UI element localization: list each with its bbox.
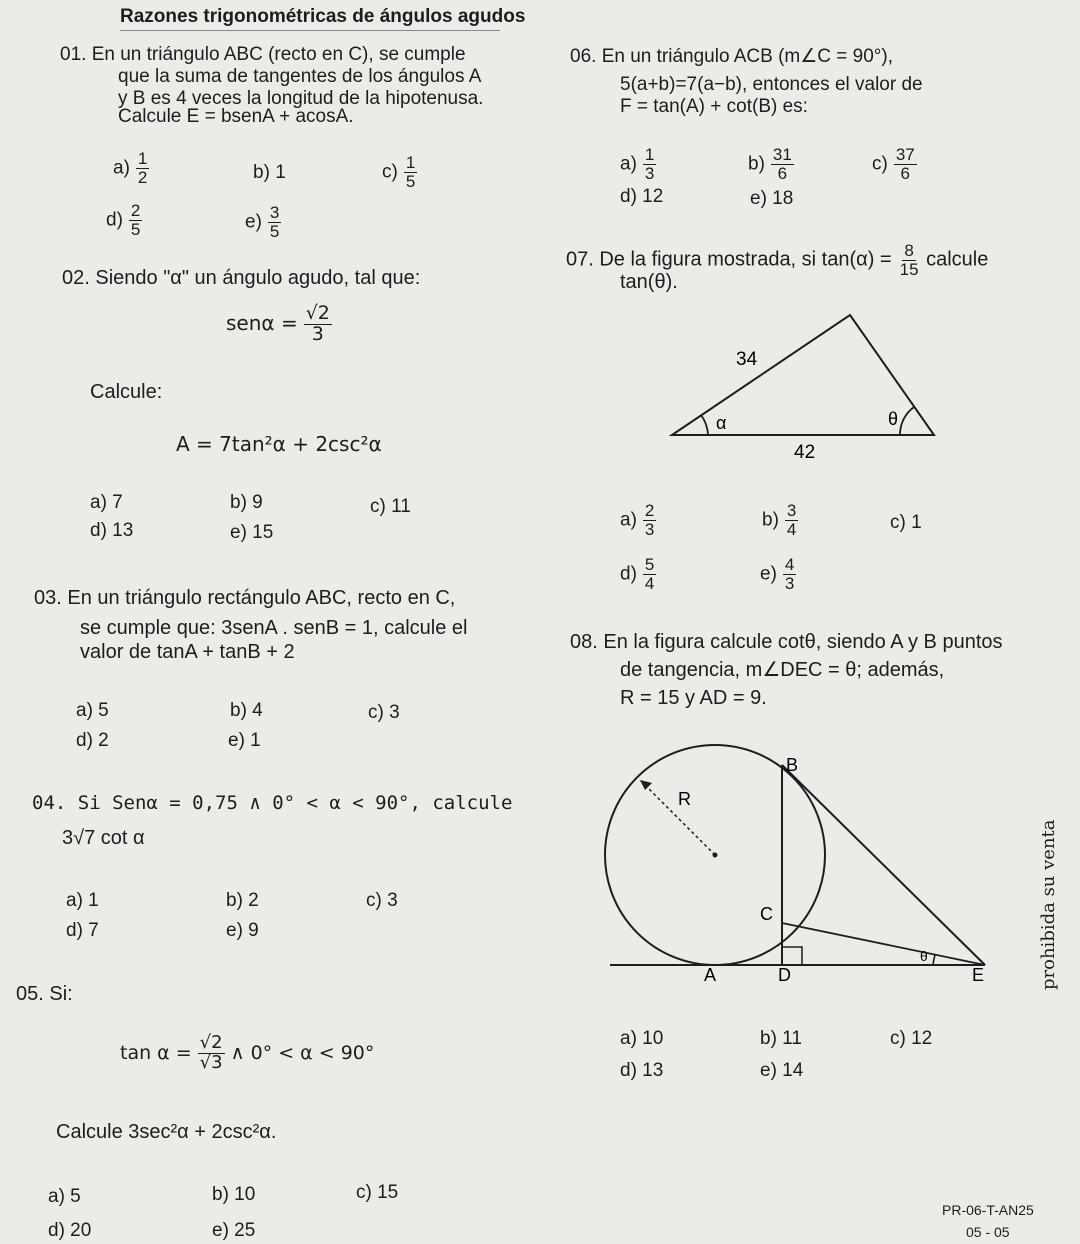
q6-option-c <box>872 146 917 183</box>
alpha-label: α <box>716 413 727 433</box>
q5-option-a: a) 5 <box>48 1186 81 1207</box>
circle-center-dot <box>713 853 718 858</box>
option-label: c) <box>872 153 888 175</box>
q6-line-2: 5(a+b)=7(a−b), entonces el valor de <box>620 74 923 95</box>
q1-option-e <box>245 204 281 241</box>
q5-option-b: b) 10 <box>212 1184 256 1205</box>
fraction-numerator: 3 <box>786 501 797 520</box>
q2-option-e: e) 15 <box>230 522 274 543</box>
option-label: d) <box>106 209 123 231</box>
side-notice: prohibida su venta <box>1038 819 1059 990</box>
fraction-numerator: 3 <box>269 203 280 222</box>
q6-line-3: F = tan(A) + cot(B) es: <box>620 96 808 117</box>
q7-option-d <box>620 556 656 593</box>
q4-option-e: e) 9 <box>226 920 259 941</box>
alpha-angle-arc <box>701 415 708 435</box>
fraction-denominator: 15 <box>899 259 919 279</box>
q3-option-b: b) 4 <box>230 700 263 721</box>
fraction-numerator: √2 <box>199 1032 223 1053</box>
q2-option-c: c) 11 <box>370 496 411 517</box>
q2-line-1: 02. Siendo "α" un ángulo agudo, tal que: <box>62 267 421 289</box>
option-label: b) <box>253 162 270 183</box>
side-bottom-label: 42 <box>794 442 816 463</box>
q6-option-b <box>748 146 794 183</box>
q8-line-3: R = 15 y AD = 9. <box>620 687 767 709</box>
q8-tangent-figure <box>590 725 1010 990</box>
q1-line-1: 01. En un triángulo ABC (recto en C), se cumple <box>60 44 466 65</box>
fraction-denominator: 5 <box>130 219 141 239</box>
q7-option-b <box>762 502 798 539</box>
fraction-denominator: 2 <box>137 167 148 187</box>
fraction-denominator: 5 <box>405 171 416 191</box>
q3-line-1: 03. En un triángulo rectángulo ABC, recto en C, <box>34 587 456 609</box>
q5-given <box>120 1034 374 1073</box>
fraction-denominator: 4 <box>786 519 797 539</box>
q7-line-2: tan(θ). <box>620 271 678 293</box>
q3-option-e: e) 1 <box>228 730 261 751</box>
q5-option-e: e) 25 <box>212 1220 256 1241</box>
option-label: e) <box>760 563 777 585</box>
q8-option-c: c) 12 <box>890 1028 933 1049</box>
fraction-denominator: 6 <box>777 163 788 183</box>
q2-option-a: a) 7 <box>90 492 123 513</box>
q6-option-a <box>620 146 656 183</box>
option-label: e) <box>245 211 262 233</box>
q8-option-d: d) 13 <box>620 1060 664 1081</box>
option-label: b) <box>762 509 779 531</box>
right-angle-mark <box>782 947 802 965</box>
theta-label: θ <box>888 409 899 429</box>
q7-line-1-post: calcule <box>926 248 989 271</box>
q2-option-b: b) 9 <box>230 492 263 513</box>
fraction-numerator: 37 <box>895 145 915 164</box>
option-label: b) <box>748 153 765 175</box>
radius-R-label: R <box>678 789 691 809</box>
q7-option-e <box>760 556 796 593</box>
given-lhs: tan α = <box>120 1041 192 1064</box>
fraction-numerator: 4 <box>784 555 795 574</box>
fraction-denominator: 3 <box>644 163 655 183</box>
fraction-numerator: 1 <box>644 145 655 164</box>
tangent-line-BE <box>782 765 985 965</box>
q3-option-d: d) 2 <box>76 730 109 751</box>
fraction-numerator: √2 <box>305 302 330 324</box>
q3-option-c: c) 3 <box>368 702 400 723</box>
fraction-numerator: 1 <box>137 149 148 168</box>
q4-option-c: c) 3 <box>366 890 398 911</box>
q3-line-2: se cumple que: 3senA . senB = 1, calcule el <box>80 617 468 639</box>
q7-triangle-figure <box>660 305 960 465</box>
option-value: 1 <box>275 162 286 183</box>
q1-option-a <box>113 150 149 187</box>
option-label: a) <box>620 153 637 175</box>
segment-CE <box>782 923 985 965</box>
q5-option-c: c) 15 <box>356 1182 399 1203</box>
q6-line-1: 06. En un triángulo ACB (m∠C = 90°), <box>570 46 893 67</box>
theta-angle-arc <box>900 407 914 435</box>
footer-code: PR-06-T-AN25 <box>942 1202 1034 1218</box>
fraction-numerator: 1 <box>405 153 416 172</box>
q2-given <box>226 304 332 345</box>
point-D-label: D <box>778 965 791 985</box>
theta-label: θ <box>920 948 928 964</box>
radius-arrowhead <box>640 780 652 790</box>
q4-line-1: 04. Si Senα = 0,75 ∧ 0° < α < 90°, calcule <box>32 792 513 814</box>
q6-option-e: e) 18 <box>750 188 794 209</box>
fraction-denominator: 3 <box>644 519 655 539</box>
q1-line-4: Calcule E = bsenA + acosA. <box>118 106 354 127</box>
q8-line-2: de tangencia, m∠DEC = θ; además, <box>620 659 945 681</box>
q5-option-d: d) 20 <box>48 1220 92 1241</box>
fraction-denominator: 3 <box>784 573 795 593</box>
q4-option-d: d) 7 <box>66 920 99 941</box>
q5-line-1: 05. Si: <box>16 983 73 1005</box>
q1-line-2: que la suma de tangentes de los ángulos A <box>118 66 482 87</box>
q6-option-d: d) 12 <box>620 186 664 207</box>
fraction-numerator: 2 <box>130 201 141 220</box>
fraction-numerator: 31 <box>772 145 792 164</box>
footer-page: 05 - 05 <box>966 1224 1010 1240</box>
point-A-label: A <box>704 965 717 985</box>
fraction-denominator: 4 <box>644 573 655 593</box>
q8-option-e: e) 14 <box>760 1060 804 1081</box>
q8-option-b: b) 11 <box>760 1028 802 1049</box>
q2-calc-label: Calcule: <box>90 381 163 403</box>
point-B-label: B <box>786 755 799 775</box>
q7-option-a <box>620 502 656 539</box>
fraction-denominator: 5 <box>269 221 280 241</box>
q7-option-c: c) 1 <box>890 512 922 533</box>
q3-line-3: valor de tanA + tanB + 2 <box>80 641 295 663</box>
option-label: c) <box>382 161 398 183</box>
page-title: Razones trigonométricas de ángulos agudos <box>120 6 526 27</box>
q8-option-a: a) 10 <box>620 1028 664 1049</box>
fraction-denominator: 3 <box>311 322 324 345</box>
q4-line-2: 3√7 cot α <box>62 827 145 849</box>
q2-expression: A = 7tan²α + 2csc²α <box>176 432 382 456</box>
point-C-label: C <box>760 904 773 924</box>
q1-option-b <box>253 162 286 184</box>
q7-line-1-pre: 07. De la figura mostrada, si tan(α) = <box>566 248 892 271</box>
q5-line-3: Calcule 3sec²α + 2csc²α. <box>56 1121 277 1143</box>
theta-angle-arc <box>933 955 935 965</box>
option-label: a) <box>113 157 130 179</box>
fraction-numerator: 8 <box>904 241 914 260</box>
q1-option-c <box>382 154 417 191</box>
given-lhs: senα = <box>226 310 298 335</box>
q3-option-a: a) 5 <box>76 700 109 721</box>
title-underline <box>120 30 500 31</box>
q1-line-3: y B es 4 veces la longitud de la hipotenusa. <box>118 88 484 109</box>
side-top-label: 34 <box>736 349 758 370</box>
fraction-numerator: 2 <box>644 501 655 520</box>
option-label: d) <box>620 563 637 585</box>
fraction-denominator: √3 <box>199 1051 223 1073</box>
point-E-label: E <box>972 965 985 985</box>
fraction-numerator: 5 <box>644 555 655 574</box>
q8-line-1: 08. En la figura calcule cotθ, siendo A y B puntos <box>570 631 1003 653</box>
option-label: a) <box>620 509 637 531</box>
q4-option-a: a) 1 <box>66 890 99 911</box>
q1-option-d <box>106 202 142 239</box>
given-rhs: ∧ 0° < α < 90° <box>230 1041 375 1064</box>
fraction-denominator: 6 <box>900 163 911 183</box>
q2-option-d: d) 13 <box>90 520 134 541</box>
q4-option-b: b) 2 <box>226 890 259 911</box>
